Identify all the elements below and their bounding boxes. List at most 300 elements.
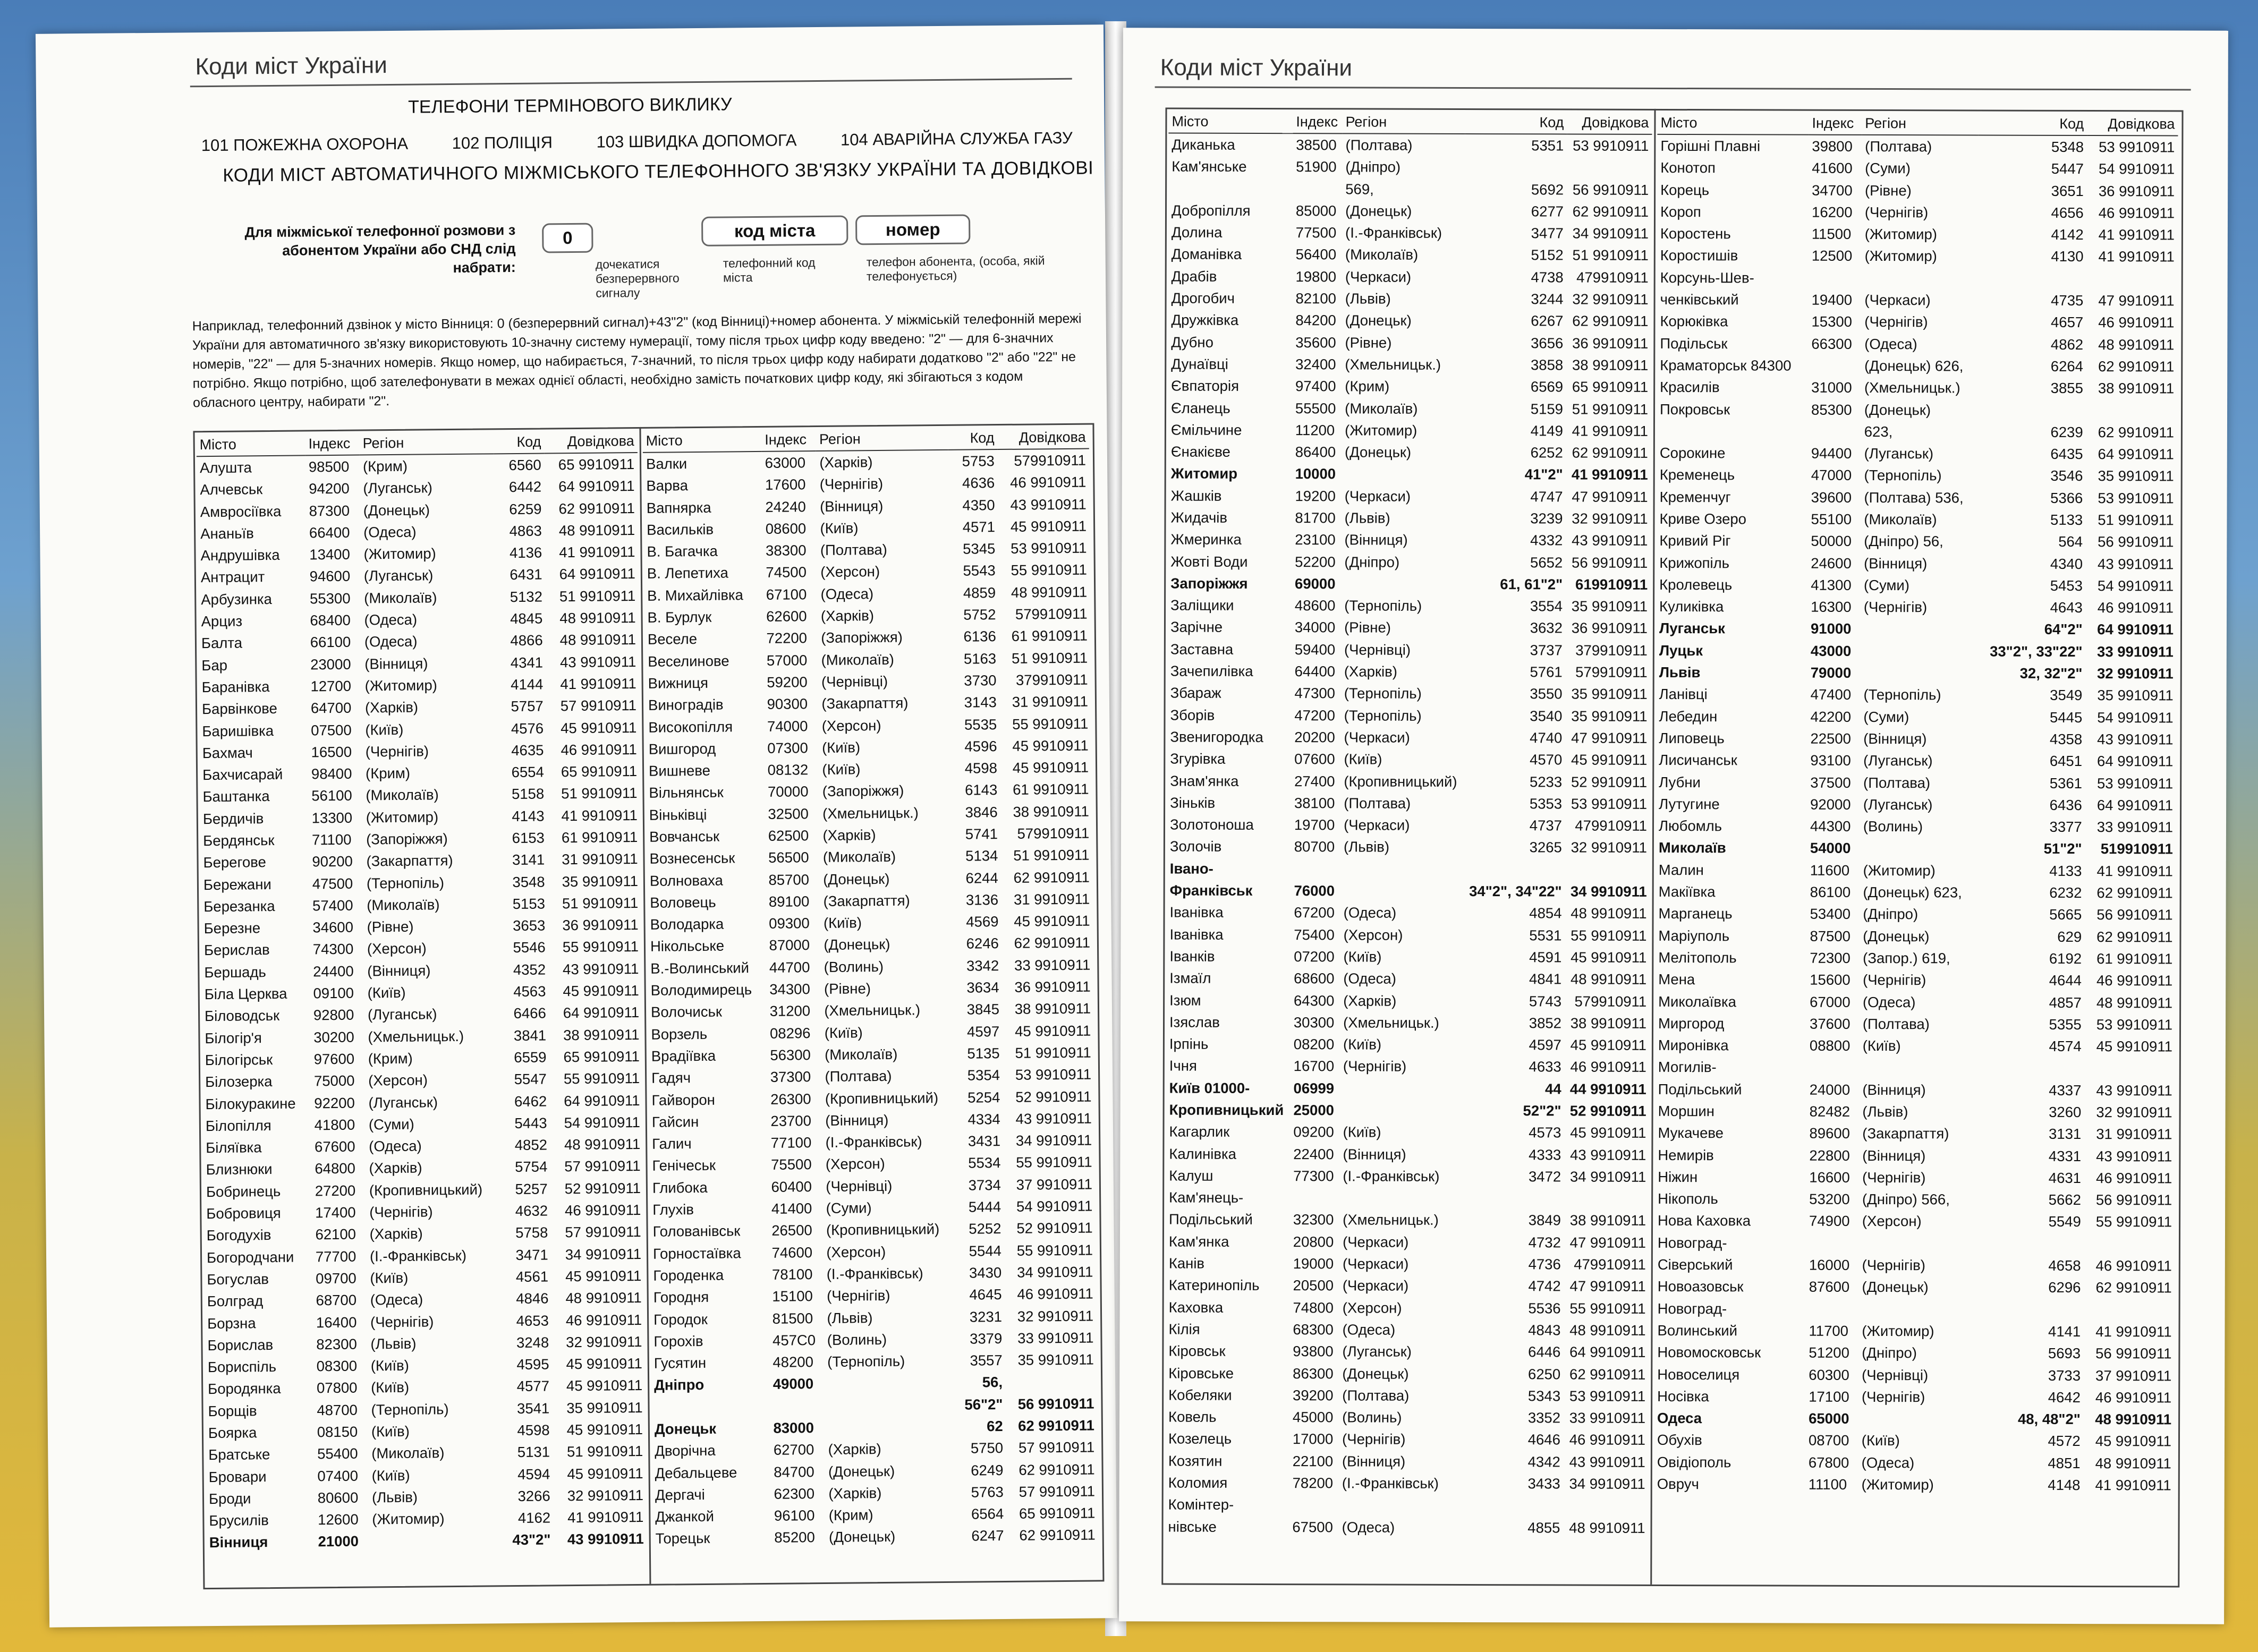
cell-info: 48 9910911	[2095, 1454, 2171, 1472]
table-row	[1657, 486, 2177, 509]
cell-city: Жашків	[1170, 487, 1222, 504]
cell-info: 33 9910911	[2096, 819, 2174, 836]
cell-code: 5134	[965, 847, 998, 864]
cell-region: (Полтава)	[1863, 774, 1931, 791]
table-row	[649, 1173, 1096, 1199]
cell-region: (І.-Франківськ)	[825, 1133, 922, 1151]
table-row	[1165, 1406, 1649, 1429]
cell-index: 20800	[1293, 1233, 1334, 1250]
table-row	[1656, 640, 2177, 663]
header-rule	[190, 78, 1072, 87]
table-row	[1166, 1253, 1649, 1276]
cell-info: 41 9910911	[2098, 226, 2175, 243]
cell-info: 53 9910911	[1569, 1387, 1646, 1404]
cell-code: 5692	[1531, 181, 1564, 198]
emergency-title: ТЕЛЕФОНИ ТЕРМІНОВОГО ВИКЛИКУ	[408, 94, 732, 117]
cell-region	[1861, 267, 1977, 289]
cell-code: 6247	[971, 1527, 1004, 1545]
cell-city: Брусилів	[209, 1512, 269, 1529]
cell-region	[1859, 1232, 1975, 1255]
column-header-index: Індекс	[305, 433, 360, 456]
cell-code: 4846	[516, 1290, 549, 1307]
table-row	[1657, 223, 2178, 246]
table-row	[1167, 901, 1650, 925]
cell-index	[1809, 267, 1862, 289]
cell-region: (Черкаси)	[1343, 1233, 1409, 1250]
cell-city: Корсунь-Шев-	[1660, 269, 1754, 286]
cell-city: В. Бурлук	[647, 608, 712, 626]
cell-info: 53 9910911	[1573, 137, 1649, 154]
cell-region: (Донецьк)	[1862, 1279, 1929, 1296]
table-row	[1655, 925, 2176, 948]
table-row	[1166, 1121, 1649, 1144]
cell-region: (Харків)	[828, 1441, 881, 1458]
cell-region: (Харків)	[369, 1159, 422, 1177]
cell-region: (Вінниця)	[1343, 1145, 1406, 1163]
cell-index: 27400	[1294, 772, 1335, 789]
cell-info: 41 9910911	[559, 543, 635, 561]
cell-index: 77500	[1295, 224, 1337, 241]
table-row	[645, 712, 1091, 738]
cell-region: (Тернопіль)	[1344, 707, 1422, 724]
table-row	[197, 497, 638, 523]
cell-code: 6296	[2048, 1279, 2081, 1296]
cell-code: 4334	[967, 1110, 1000, 1128]
cell-code: 3849	[1528, 1212, 1561, 1229]
cell-code: 5133	[2050, 511, 2083, 528]
cell-index: 35600	[1295, 334, 1336, 351]
cell-city: Борислав	[207, 1336, 274, 1353]
table-row	[1168, 397, 1651, 420]
table-row	[649, 1195, 1096, 1221]
cell-city: Джанкой	[655, 1508, 714, 1525]
cell-code: 4843	[1528, 1322, 1561, 1339]
cell-code: 5131	[517, 1443, 550, 1461]
cell-index: 07200	[1294, 948, 1335, 965]
cell-city: Обухів	[1657, 1432, 1702, 1449]
cell-info: 65 9910911	[558, 455, 635, 473]
table-row	[643, 449, 1089, 475]
cell-code: 5343	[1527, 1387, 1561, 1404]
cell-code: 4740	[1530, 729, 1563, 746]
cell-index: 79000	[1810, 664, 1852, 681]
cell-info: 61 9910911	[1013, 780, 1089, 798]
table-row	[647, 888, 1093, 914]
cell-region: (Харків)	[1343, 992, 1397, 1009]
cell-city: Володарка	[650, 915, 724, 933]
table-row	[648, 1085, 1094, 1111]
cell-info: 41 9910911	[1571, 466, 1648, 483]
cell-index: 77100	[770, 1134, 812, 1151]
cell-index: 09700	[316, 1270, 356, 1287]
cell-city: Козелець	[1168, 1430, 1232, 1447]
table-row	[1656, 750, 2176, 773]
cell-city: Макіївка	[1658, 883, 1716, 900]
table-row	[647, 866, 1093, 892]
cell-region: (Чернігів)	[1861, 1388, 1925, 1406]
cell-city: Торецьк	[655, 1530, 710, 1547]
table-row	[646, 735, 1092, 761]
cell-region	[1860, 838, 1976, 860]
table-row	[644, 625, 1091, 651]
cell-index: 17000	[1292, 1430, 1334, 1447]
table-row	[651, 1393, 1097, 1419]
cell-city: Варва	[646, 477, 689, 495]
cell-city: Гайворон	[651, 1091, 716, 1109]
emergency-fire: 101 ПОЖЕЖНА ОХОРОНА	[201, 134, 409, 155]
cell-info: 379910911	[1015, 671, 1088, 688]
cell-code: 5662	[2048, 1191, 2081, 1208]
cell-region: (Чернігів)	[369, 1203, 433, 1221]
column-header-info: Довідкова	[544, 430, 638, 454]
cell-code: 3846	[965, 803, 998, 821]
table-header-row	[197, 430, 638, 457]
cell-index: 38500	[1296, 137, 1337, 154]
table-row	[1167, 550, 1651, 574]
cell-info: 33 9910911	[2097, 643, 2174, 660]
cell-city: Кілія	[1168, 1321, 1200, 1338]
cell-index: 91000	[1810, 620, 1852, 637]
cell-index	[770, 1395, 825, 1417]
cell-region: (Вінниця)	[1342, 1453, 1406, 1470]
cell-region: (Запоріжжя)	[822, 782, 904, 800]
cell-region	[1860, 1057, 1976, 1079]
cell-region: (Вінниця)	[1863, 730, 1927, 747]
cell-code: 5354	[967, 1067, 1000, 1084]
cell-index: 93100	[1810, 752, 1851, 769]
cell-region: (Запоріжжя)	[366, 830, 448, 848]
column-header-info: Довідкова	[2087, 113, 2178, 136]
table-row	[199, 717, 640, 743]
cell-city: Овруч	[1657, 1475, 1699, 1493]
table-row	[651, 1415, 1098, 1441]
cell-code: 4574	[2049, 1037, 2082, 1055]
cell-region: (Донецьк)	[1864, 401, 1931, 418]
cell-index: 74500	[766, 564, 807, 581]
cell-info: 51 9910911	[1015, 1044, 1091, 1061]
cell-city: Балта	[201, 634, 243, 652]
cell-code: 6559	[514, 1049, 547, 1066]
table-row	[202, 1133, 643, 1159]
cell-index: 39600	[1811, 489, 1852, 506]
cell-info: 52 9910911	[564, 1179, 641, 1197]
cell-region: (Київ)	[823, 914, 862, 932]
cell-region: (Вінниця)	[1344, 531, 1408, 548]
table-row	[1656, 705, 2176, 729]
cell-code: 5135	[967, 1045, 1000, 1062]
cell-code: 3841	[513, 1027, 547, 1044]
cell-info: 34 9910911	[565, 1245, 642, 1263]
cell-region: (Одеса)	[363, 523, 417, 541]
cell-code: 5546	[513, 939, 546, 956]
cell-info: 519910911	[2100, 840, 2173, 857]
cell-region: (Львів)	[370, 1335, 417, 1352]
cell-code: 3554	[1530, 598, 1563, 615]
cell-city: Воловець	[650, 893, 716, 911]
cell-info: 46 9910911	[561, 740, 637, 759]
cell-code: 3239	[1530, 510, 1563, 527]
cell-info: 41 9910911	[2096, 862, 2173, 880]
table-row	[1167, 660, 1651, 684]
cell-index: 87500	[1810, 927, 1851, 944]
cell-index: 48200	[773, 1353, 814, 1370]
cell-city: Красилів	[1660, 379, 1720, 396]
cell-info: 41 9910911	[567, 1509, 644, 1526]
cell-region: (Черкаси)	[1344, 816, 1410, 833]
cell-region: (Луганськ)	[363, 567, 434, 584]
cell-region: (Харків)	[1344, 663, 1397, 680]
cell-code: 62	[987, 1418, 1003, 1435]
cell-region: (Закарпаття)	[1862, 1125, 1949, 1142]
cell-index: 78100	[771, 1266, 813, 1283]
cell-index: 10000	[1295, 465, 1336, 482]
cell-index: 49000	[773, 1375, 814, 1393]
cell-city: Арбузинка	[201, 590, 273, 608]
cell-region: (Полтава)	[1342, 1387, 1410, 1404]
cell-info: 65 9910911	[1572, 378, 1649, 396]
cell-info: 62 9910911	[1572, 312, 1649, 330]
cell-code: 4577	[516, 1377, 550, 1395]
cell-info: 48 9910911	[565, 1289, 642, 1307]
cell-city: Моршин	[1658, 1102, 1715, 1120]
cell-region: (Тернопіль)	[371, 1400, 449, 1418]
cell-city: Гайсин	[651, 1113, 699, 1130]
table-row	[1167, 507, 1651, 530]
cell-city: Баранівка	[201, 678, 270, 696]
cell-info: 54 9910911	[2097, 709, 2174, 726]
cell-city: Борщів	[208, 1402, 257, 1419]
example-paragraph: Наприклад, телефонний дзвінок у місто Вінниця: 0 (безперервний сигнал)+43"2" (код Вінниці)+номер абонента. У міжміській телефонній мережі України для автоматичного зв'язку використовують 10-значну систему нумерації, тому після трьох цифр коду введено: "2" — для 6-значних номерів, "22" — для 5-значних номерів. Якщо номер, що набирається, 7-значний, то після трьох цифр коду набирати додатково "2" або "22" не потрібно. Якщо потрібно, щоб зателефонувати в межах однієї області, необхідно замість початкових цифр коду, які збігаються з кодом обласного центру, набирати "2".	[192, 311, 1082, 411]
cell-code: 34"2", 34"22"	[1469, 883, 1562, 900]
cell-info: 46 9910911	[2096, 972, 2173, 989]
cell-info: 31 9910911	[1012, 693, 1089, 711]
cell-region: (Тернопіль)	[1344, 597, 1422, 614]
cell-index: 89600	[1809, 1125, 1850, 1142]
cell-index: 16600	[1809, 1169, 1850, 1186]
cell-city: Франківськ	[1169, 882, 1253, 899]
cell-region: (І.-Франківськ)	[826, 1265, 923, 1282]
cell-city: Іванків	[1169, 948, 1215, 965]
cell-region: (Львів)	[1345, 290, 1391, 307]
cell-city: Сіверський	[1657, 1256, 1733, 1273]
cell-code	[1976, 1057, 2085, 1079]
cell-info: 56 9910911	[1572, 554, 1648, 571]
cell-index: 60400	[771, 1178, 812, 1195]
table-row	[1657, 464, 2177, 488]
cell-city: Білогір'я	[205, 1029, 262, 1046]
table-row	[199, 738, 640, 764]
cell-code: 5752	[963, 606, 996, 623]
table-row	[1166, 1297, 1649, 1320]
cell-city: ченківський	[1660, 291, 1739, 308]
cell-code: 3541	[516, 1400, 550, 1417]
cell-region: (Харків)	[369, 1225, 423, 1242]
cell-index: 87300	[309, 502, 350, 519]
cell-index: 62700	[773, 1441, 814, 1459]
cell-city: Марганець	[1658, 905, 1733, 922]
cell-info: 62 9910911	[1572, 203, 1649, 220]
cell-index	[1293, 178, 1342, 200]
cell-code: 4341	[510, 654, 544, 671]
cell-info: 53 9910911	[2098, 489, 2174, 507]
cell-region: (Дніпро)	[1863, 906, 1919, 923]
cell-city: Веселе	[647, 631, 698, 648]
cell-city: Братське	[208, 1446, 270, 1463]
table-row	[1654, 1298, 2175, 1321]
table-row	[205, 1418, 646, 1444]
cell-info: 46 9910911	[2095, 1169, 2172, 1187]
cell-code	[1977, 399, 2086, 421]
table-row	[204, 1309, 645, 1335]
cell-info: 36 9910911	[562, 916, 639, 934]
cell-index: 19400	[1811, 291, 1853, 308]
cell-code: 5547	[514, 1070, 547, 1088]
table-row	[1654, 1342, 2175, 1365]
cell-code: 5693	[2048, 1345, 2081, 1362]
cell-info: 43 9910911	[559, 653, 636, 670]
cell-region: (Чернігів)	[1864, 313, 1928, 330]
cell-code: 4851	[2048, 1454, 2081, 1471]
cell-info: 45 9910911	[1571, 949, 1647, 966]
cell-index: 48700	[317, 1401, 358, 1419]
table-row	[202, 1045, 643, 1071]
cell-region: (Житомир)	[372, 1510, 445, 1528]
cell-info: 64 9910911	[563, 1004, 640, 1021]
cell-code: 6246	[966, 935, 999, 952]
cell-code: 6143	[964, 781, 998, 799]
table-row	[1168, 243, 1652, 267]
cell-code: 4737	[1529, 817, 1562, 834]
cell-code: 4857	[2049, 994, 2082, 1011]
table-row	[1167, 880, 1650, 903]
table-row	[200, 914, 641, 940]
table-row	[205, 1375, 646, 1401]
cell-index: 39200	[1293, 1386, 1334, 1404]
cell-index: 16700	[1293, 1058, 1335, 1075]
cell-code: 4657	[2050, 314, 2084, 331]
header-rule-right	[1155, 86, 2191, 90]
cell-code: 5132	[510, 588, 543, 605]
cell-region: (Київ)	[370, 1357, 409, 1374]
table-row	[650, 1305, 1097, 1331]
cell-city: Горохів	[653, 1332, 703, 1350]
table-row	[1654, 1122, 2175, 1146]
cell-info: 36 9910911	[1571, 619, 1648, 637]
cell-region: (Тернопіль)	[1344, 685, 1422, 702]
cell-city: Білогірськ	[205, 1051, 273, 1069]
table-row	[644, 603, 1090, 629]
cell-index: 84700	[774, 1463, 814, 1480]
cell-index: 08300	[316, 1357, 358, 1375]
cell-region: (І.-Франківськ)	[369, 1247, 467, 1265]
table-row	[1656, 903, 2176, 926]
cell-info: 52 9910911	[1569, 1102, 1646, 1119]
cell-region: (Харків)	[828, 1484, 882, 1502]
cell-info: 38 9910911	[1013, 803, 1089, 820]
cell-code: 3653	[513, 917, 546, 934]
cell-code: 4854	[1529, 905, 1562, 922]
cell-code: 5761	[1530, 663, 1563, 680]
cell-city: Вознесенськ	[649, 849, 735, 867]
table-row	[1166, 1165, 1649, 1188]
cell-index: 13300	[311, 809, 353, 827]
table-row	[1168, 266, 1652, 289]
cell-info: 56 9910911	[1572, 181, 1649, 198]
cell-city: Березне	[203, 919, 261, 937]
cell-code: 5453	[2050, 577, 2083, 594]
table-row	[203, 1265, 644, 1291]
cell-index: 41400	[771, 1200, 812, 1217]
cell-city: Подільський	[1169, 1211, 1253, 1228]
cell-region: (Донецьк)	[1345, 202, 1412, 219]
cell-city: Берислав	[203, 941, 270, 959]
cell-city: Крижопіль	[1659, 554, 1730, 571]
cell-code: 51"2"	[2043, 840, 2082, 857]
table-row	[1654, 1407, 2175, 1430]
cell-info: 579910911	[1575, 663, 1648, 680]
cell-region: (Львів)	[1862, 1103, 1908, 1120]
cell-code: 64"2"	[2044, 621, 2083, 638]
cell-code: 4358	[2049, 730, 2083, 747]
table-row	[1168, 441, 1651, 464]
cell-code: 6136	[963, 628, 996, 645]
table-row	[200, 804, 641, 830]
cell-info: 51 9910911	[1011, 649, 1088, 667]
cell-index: 65000	[1809, 1410, 1849, 1427]
cell-info: 45 9910911	[566, 1377, 643, 1394]
table-header-row	[1168, 111, 1652, 135]
cell-city: Бориспіль	[207, 1358, 277, 1376]
cell-index: 24240	[765, 498, 806, 515]
cell-info: 43 9910911	[1572, 532, 1648, 549]
table-row	[1655, 968, 2176, 992]
cell-city: Боярка	[208, 1424, 257, 1442]
cell-code: 4598	[517, 1421, 550, 1439]
cell-region: (Дніпро) 566,	[1862, 1191, 1950, 1208]
cell-region: (Крим)	[1345, 378, 1390, 395]
cell-info: 51 9910911	[566, 1443, 643, 1460]
cell-index: 63000	[765, 454, 806, 471]
cell-code: 4636	[962, 474, 995, 491]
cell-index: 85200	[774, 1529, 815, 1546]
cell-region: (І.-Франківськ)	[1345, 224, 1442, 241]
cell-index	[1289, 1494, 1338, 1517]
cell-info: 34 9910911	[1015, 1131, 1092, 1149]
cell-index: 59200	[767, 674, 808, 691]
cell-region: (Херсон)	[1343, 926, 1403, 943]
table-row	[1655, 947, 2176, 970]
cell-info: 34 9910911	[1569, 1475, 1645, 1492]
cell-code: 5754	[514, 1158, 548, 1176]
cell-city: Луцьк	[1659, 642, 1703, 659]
cell-city: Близнюки	[206, 1161, 273, 1178]
cell-index	[1808, 421, 1861, 443]
cell-index: 26300	[770, 1090, 811, 1108]
cell-info: 48 9910911	[1570, 970, 1647, 988]
cell-info: 62 9910911	[2096, 884, 2173, 901]
cell-index: 08700	[1808, 1432, 1849, 1449]
cell-info: 32 9910911	[1572, 291, 1649, 308]
cell-info: 34 9910911	[1570, 883, 1647, 900]
cell-code: 3265	[1529, 839, 1562, 856]
table-row	[1657, 134, 2178, 158]
cell-index: 94200	[309, 480, 350, 497]
cell-info: 38 9910911	[1572, 356, 1649, 373]
cell-index: 17100	[1809, 1388, 1849, 1405]
cell-code: 6192	[2049, 950, 2082, 967]
cell-index: 56500	[768, 849, 809, 866]
table-row	[1656, 530, 2177, 553]
